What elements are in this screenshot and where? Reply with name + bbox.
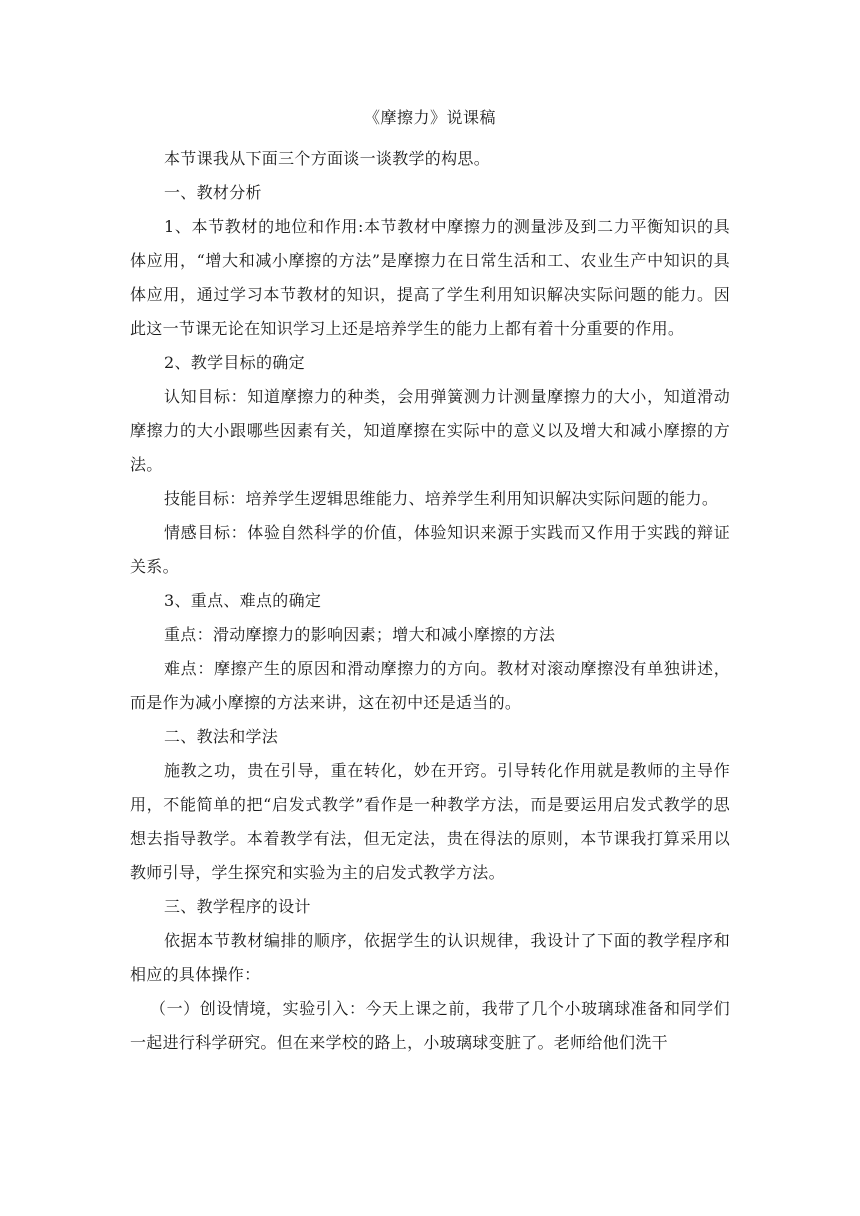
paragraph-emotional-goal: 情感目标：体验自然科学的价值，体验知识来源于实践而又作用于实践的辩证关系。 <box>130 523 730 576</box>
intro-paragraph: 本节课我从下面三个方面谈一谈教学的构思。 <box>164 149 491 168</box>
paragraph-procedure-intro: 依据本节教材编排的顺序，依据学生的认识规律，我设计了下面的教学程序和相应的具体操作： <box>130 931 730 984</box>
document-page <box>130 108 730 1060</box>
paragraph-cognitive-goal: 认知目标：知道摩擦力的种类，会用弹簧测力计测量摩擦力的大小，知道滑动摩擦力的大小跟哪些因素有关，知道摩擦在实际中的意义以及增大和减小摩擦的方法。 <box>130 387 730 474</box>
section-heading-procedure: 三、教学程序的设计 <box>164 897 311 916</box>
subheading-key-points: 3、重点、难点的确定 <box>164 591 322 610</box>
subheading-teaching-goals: 2、教学目标的确定 <box>164 353 305 372</box>
paragraph-difficult-point: 难点：摩擦产生的原因和滑动摩擦力的方向。教材对滚动摩擦没有单独讲述，而是作为减小摩擦的方法来讲，这在初中还是适当的。 <box>130 659 730 712</box>
section-heading-textbook-analysis: 一、教材分析 <box>164 183 262 202</box>
paragraph-key-point: 重点：滑动摩擦力的影响因素；增大和减小摩擦的方法 <box>164 625 556 644</box>
paragraph-skill-goal: 技能目标：培养学生逻辑思维能力、培养学生利用知识解决实际问题的能力。 <box>164 489 719 508</box>
paragraph-procedure-step-1: （一）创设情境，实验引入：今天上课之前，我带了几个小玻璃球准备和同学们一起进行科学研究。但在来学校的路上，小玻璃球变脏了。老师给他们洗干 <box>130 999 730 1052</box>
paragraph-textbook-role: 1、本节教材的地位和作用:本节教材中摩擦力的测量涉及到二力平衡知识的具体应用，“增大和减小摩擦的方法”是摩擦力在日常生活和工、农业生产中知识的具体应用，通过学习本节教材的知识，提高了学生利用知识解决实际问题的能力。因此这一节课无论在知识学习上还是培养学生的能力上都有着十分重要的作用。 <box>130 217 730 338</box>
document-title: 《摩擦力》说课稿 <box>363 108 496 127</box>
section-heading-methods: 二、教法和学法 <box>164 727 279 746</box>
paragraph-methods: 施教之功，贵在引导，重在转化，妙在开窍。引导转化作用就是教师的主导作用，不能简单的把“启发式教学”看作是一种教学方法，而是要运用启发式教学的思想去指导教学。本着教学有法，但无定法，贵在得法的原则，本节课我打算采用以教师引导，学生探究和实验为主的启发式教学方法。 <box>130 761 730 882</box>
